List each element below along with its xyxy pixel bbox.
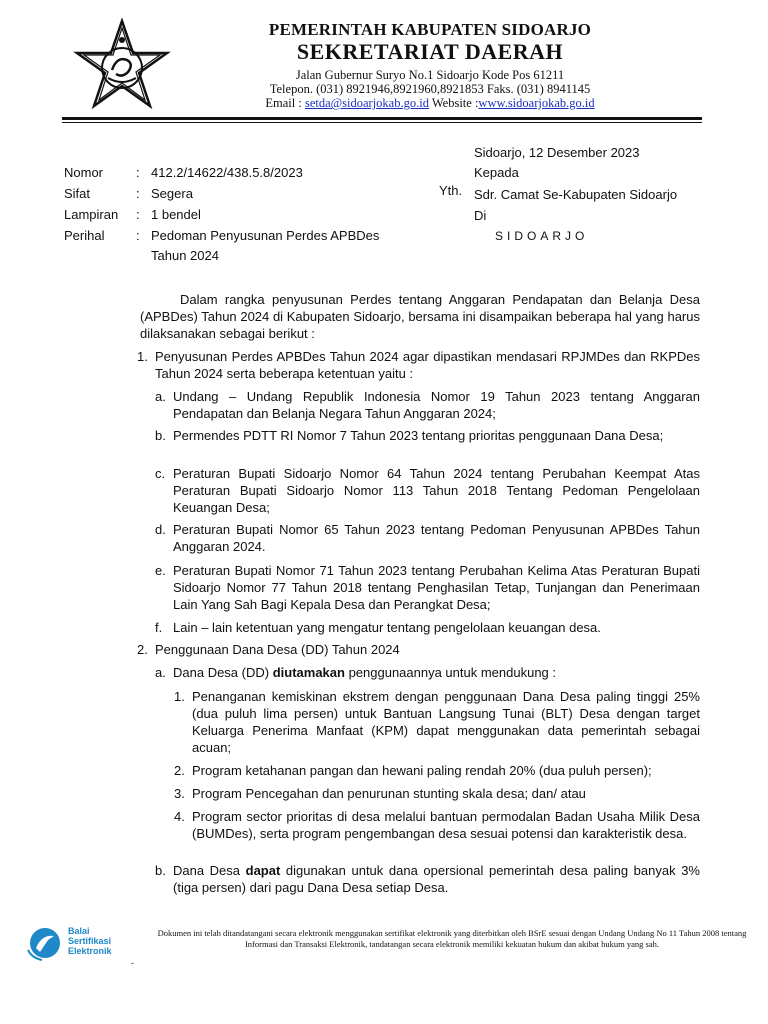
perihal-value-line2: Tahun 2024 xyxy=(151,248,219,263)
item2a-pre: Dana Desa (DD) xyxy=(173,665,273,680)
recipient-city: SIDOARJO xyxy=(495,229,589,243)
item1-text: Penyusunan Perdes APBDes Tahun 2024 agar dipastikan mendasari RPJMDes dan RKPDes Tahun 2024 serta beberapa ketentuan yaitu : xyxy=(155,349,700,381)
perihal-label: Perihal xyxy=(64,228,105,243)
item2a-mark: a. xyxy=(155,665,166,680)
office-phone: Telepon. (031) 8921946,8921960,8921853 Faks. (031) 8941145 xyxy=(269,82,591,96)
item1-sublist-item-text: Peraturan Bupati Sidoarjo Nomor 64 Tahun 2024 tentang Perubahan Keempat Atas Peraturan Bupati Sidoarjo Nomor 113 Tahun 2018 Tentang Pedoman Pengelolaan Keuangan Desa; xyxy=(173,466,700,515)
sifat-value: Segera xyxy=(151,186,193,201)
office-address: Jalan Gubernur Suryo No.1 Sidoarjo Kode Pos 61211 xyxy=(295,68,565,82)
item2a-sublist-item-text: Program ketahanan pangan dan hewani paling rendah 20% (dua puluh persen); xyxy=(192,763,652,778)
website-label: Website : xyxy=(428,96,479,110)
government-name: PEMERINTAH KABUPATEN SIDOARJO xyxy=(268,20,592,39)
di-label: Di xyxy=(474,208,487,223)
perihal-value-line1: Pedoman Penyusunan Perdes APBDes xyxy=(151,228,380,243)
letter-date: Sidoarjo, 12 Desember 2023 xyxy=(474,145,640,160)
item2a-sublist-item-mark: 4. xyxy=(174,809,185,824)
item1-sublist-item-text: Permendes PDTT RI Nomor 7 Tahun 2023 tentang prioritas penggunaan Dana Desa; xyxy=(173,428,664,443)
item2a-post: penggunaannya untuk mendukung : xyxy=(344,665,557,680)
website-link[interactable]: www.sidoarjokab.go.id xyxy=(478,96,595,110)
intro-paragraph xyxy=(140,291,700,342)
item1-sublist-item-mark: f. xyxy=(155,620,163,635)
item1-sublist-item-mark: b. xyxy=(155,428,166,443)
intro-text: Dalam rangka penyusunan Perdes tentang Anggaran Pendapatan dan Belanja Desa (APBDes) Tahun 2024 di Kabupaten Sidoarjo, bersama ini disampaikan beberapa hal yang harus dilaksanakan sebagai berikut : xyxy=(140,292,700,341)
bsre-line2: Sertifikasi xyxy=(68,936,112,946)
item2-number: 2. xyxy=(137,642,148,657)
bsre-line1: Balai xyxy=(68,926,90,936)
item2b-text xyxy=(173,862,700,896)
item2a-emphasis: diutamakan xyxy=(272,665,345,680)
item2b-mark: b. xyxy=(155,863,166,878)
lampiran-value: 1 bendel xyxy=(151,207,201,222)
letterhead-rule-thick xyxy=(62,117,702,120)
lampiran-colon: : xyxy=(136,207,140,222)
yth-label: Yth. xyxy=(439,183,463,198)
sifat-colon: : xyxy=(136,186,140,201)
perihal-colon: : xyxy=(136,228,140,243)
bsre-emblem-icon xyxy=(26,924,66,962)
e-signature-notice: Dokumen ini telah ditandatangani secara elektronik menggunakan sertifikat elektronik yang diterbitkan oleh BSrE sesuai dengan Undang Undang No 11 Tahun 2008 tentang Informasi dan Transaksi Elektronik, tandatangan secara elektronik memiliki kekuatan hukum dan akibat hukum yang sah. xyxy=(157,928,747,949)
nomor-label: Nomor xyxy=(64,165,104,180)
item2a-sublist-item-mark: 2. xyxy=(174,763,185,778)
letterhead-rule-thin xyxy=(62,122,702,123)
office-name: SEKRETARIAT DAERAH xyxy=(296,39,564,64)
item1-sublist-item-text: Lain – lain ketentuan yang mengatur tentang pengelolaan keuangan desa. xyxy=(173,620,601,635)
item2a-sublist-item-text: Program sector prioritas di desa melalui bantuan permodalan Badan Usaha Milik Desa (BUMDes), serta program pengembangan desa sesuai potensi dan karakteristik desa. xyxy=(192,809,700,841)
item2a-sublist-item-mark: 3. xyxy=(174,786,185,801)
item2b-post: digunakan untuk dana opersional pemerintah desa paling banyak 3% (tiga persen) dari pagu Dana Desa setiap Desa. xyxy=(173,863,700,895)
item1-sublist-item-text: Peraturan Bupati Nomor 65 Tahun 2023 tentang Pedoman Penyusunan APBDes Tahun Anggaran 2024. xyxy=(173,522,700,554)
email-link[interactable]: setda@sidoarjokab.go.id xyxy=(304,96,429,110)
item1-sublist-item-text: Undang – Undang Republik Indonesia Nomor 19 Tahun 2023 tentang Anggaran Pendapatan dan Belanja Negara Tahun Anggaran 2024; xyxy=(173,389,700,421)
item2a-text xyxy=(173,664,700,681)
item1-sublist-item-text: Peraturan Bupati Nomor 71 Tahun 2023 tentang Perubahan Kelima Atas Peraturan Bupati Sidoarjo Nomor 77 Tahun 2018 tentang Penghasilan Tetap, Tunjangan dan Penerimaan Lain Yang Sah Bagi Kepala Desa dan Perangkat Desa; xyxy=(173,563,700,612)
email-label: Email : xyxy=(265,96,305,110)
sifat-label: Sifat xyxy=(64,186,91,201)
item1-sublist-item-mark: a. xyxy=(155,389,166,404)
item1-sublist-item-mark: d. xyxy=(155,522,166,537)
office-contact xyxy=(190,96,670,111)
lampiran-label: Lampiran xyxy=(64,207,119,222)
item2a-sublist-item-text: Program Pencegahan dan penurunan stunting skala desa; dan/ atau xyxy=(192,786,586,801)
recipient: Sdr. Camat Se-Kabupaten Sidoarjo xyxy=(474,187,678,202)
kepada-label: Kepada xyxy=(474,165,519,180)
bsre-logo xyxy=(26,924,136,962)
bsre-line3: Elektronik xyxy=(68,946,112,956)
item2a-sublist-item-mark: 1. xyxy=(174,689,185,704)
item2-text: Penggunaan Dana Desa (DD) Tahun 2024 xyxy=(155,642,400,657)
nomor-value: 412.2/14622/438.5.8/2023 xyxy=(151,165,303,180)
item1-sublist-item-mark: c. xyxy=(155,466,166,481)
item2b-pre: Dana Desa xyxy=(173,863,246,878)
item1-number: 1. xyxy=(137,349,148,364)
sidoarjo-emblem-logo xyxy=(72,18,172,118)
nomor-colon: : xyxy=(136,165,140,180)
item2a-sublist-item-text: Penanganan kemiskinan ekstrem dengan penggunaan Dana Desa paling tinggi 25% (dua puluh lima persen) untuk Bantuan Langsung Tunai (BLT) Desa dengan target Keluarga Penerima Manfaat (KPM) dapat menggunakan data pemerintah sebagai acuan; xyxy=(192,689,700,755)
page-dash: - xyxy=(131,958,134,968)
item2b-emphasis: dapat xyxy=(245,863,281,878)
item1-sublist-item-mark: e. xyxy=(155,563,166,578)
